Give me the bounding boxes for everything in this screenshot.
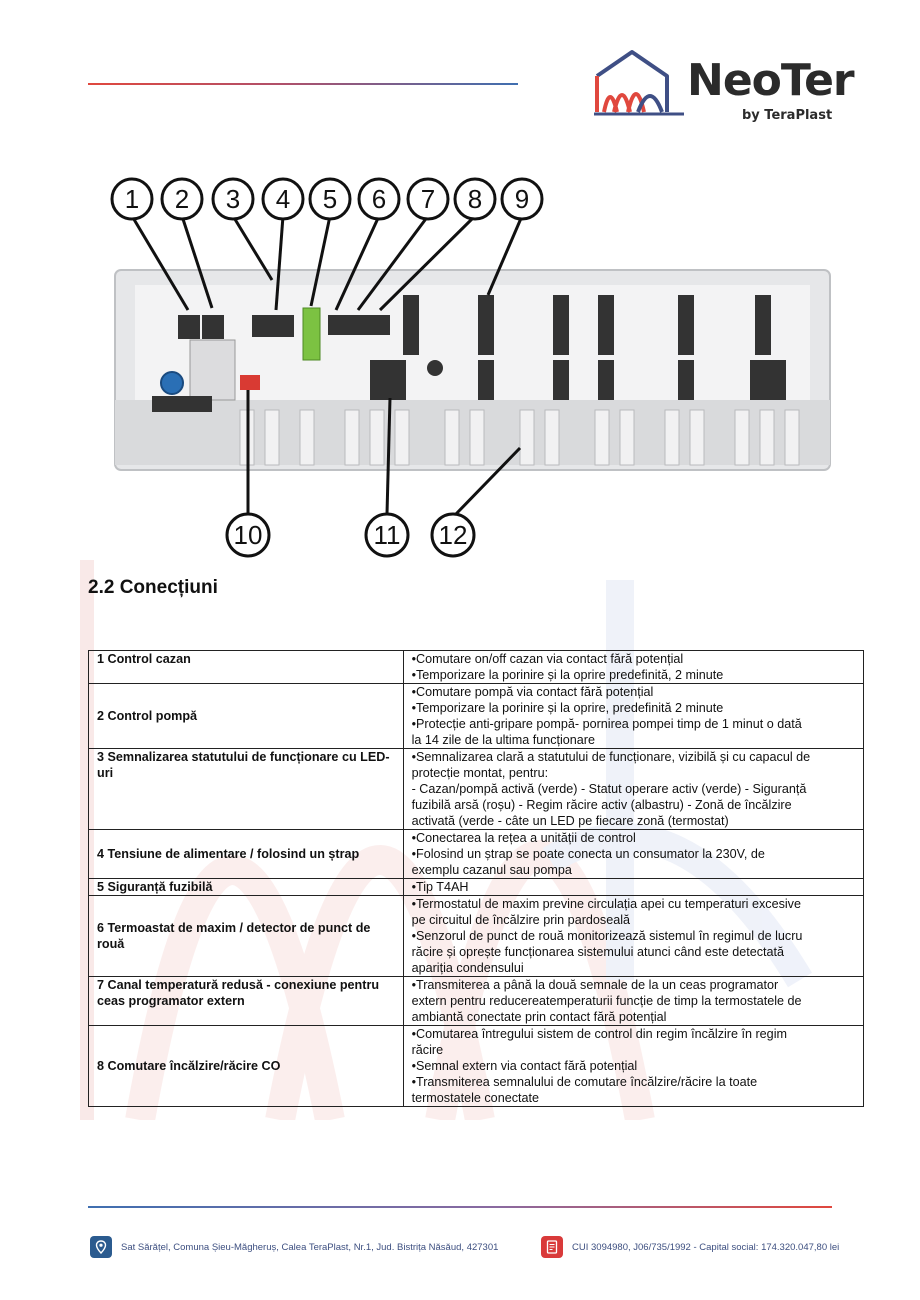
desc-line: •Folosind un ștrap se poate conecta un consumator la 230V, de [411, 847, 765, 861]
table-row [89, 977, 864, 1026]
desc-line: •Transmiterea semnalului de comutare încălzire/răcire la toate [411, 1075, 758, 1089]
document-icon [541, 1236, 563, 1258]
callout-6: 6 [371, 184, 387, 214]
table-row [89, 651, 864, 684]
row-label: 4 Tensiune de alimentare / folosind un ștrap [89, 830, 404, 879]
desc-line: •Termostatul de maxim previne circulația apei cu temperaturi excesive [411, 897, 801, 911]
table-row [89, 896, 864, 977]
row-label: 1 Control cazan [89, 651, 404, 684]
desc-line: •Temporizare la porinire și la oprire predefinită, 2 minute [411, 668, 724, 682]
callout-8: 8 [467, 184, 483, 214]
callout-3: 3 [225, 184, 241, 214]
callout-1: 1 [124, 184, 140, 214]
desc-line: activată (verde - câte un LED pe fiecare zonă (termostat) [411, 814, 729, 828]
table-row [89, 879, 864, 896]
desc-line: ambiantă conectate prin contact fără potențial [411, 1010, 667, 1024]
desc-line: •Protecție anti-gripare pompă- pornirea pompei timp de 1 minut o dată [411, 717, 802, 731]
row-description [403, 879, 863, 896]
row-description [403, 830, 863, 879]
row-description [403, 749, 863, 830]
address-text: Sat Sărățel, Comuna Șieu-Măgheruș, Calea TeraPlast, Nr.1, Jud. Bistrița Năsăud, 427301 [121, 1241, 499, 1253]
desc-line: răcire și oprește funcționarea sistemului atunci când este detectată [411, 945, 785, 959]
desc-line: pe circuitul de încălzire prin pardoseală [411, 913, 631, 927]
desc-line: •Senzorul de punct de rouă monitorizează sistemul în regimul de lucru [411, 929, 803, 943]
company-text: CUI 3094980, J06/735/1992 - Capital social: 174.320.047,80 lei [572, 1241, 840, 1253]
callout-11: 11 [373, 520, 401, 550]
row-label: 5 Siguranță fuzibilă [89, 879, 404, 896]
desc-line: fuzibilă arsă (roșu) - Regim răcire activ (albastru) - Zonă de încălzire [411, 798, 792, 812]
desc-line: •Comutare on/off cazan via contact fără potențial [411, 652, 684, 666]
callout-7: 7 [420, 184, 436, 214]
desc-line: la 14 zile de la ultima funcționare [411, 733, 596, 747]
callout-5: 5 [322, 184, 338, 214]
callout-9: 9 [514, 184, 530, 214]
desc-line: •Comutarea întregului sistem de control din regim încălzire în regim [411, 1027, 787, 1041]
desc-line: termostatele conectate [411, 1091, 540, 1105]
table-row [89, 830, 864, 879]
control-unit-diagram [100, 170, 840, 560]
callout-4: 4 [275, 184, 291, 214]
connections-table [88, 650, 864, 1107]
desc-line: protecție montat, pentru: [411, 766, 549, 780]
desc-line: exemplu cazanul sau pompa [411, 863, 572, 877]
callout-2: 2 [174, 184, 190, 214]
desc-line: - Cazan/pompă activă (verde) - Statut operare activ (verde) - Siguranță [411, 782, 807, 796]
brand-name: NeoTer [687, 55, 854, 106]
neoter-logo [592, 48, 854, 130]
desc-line: apariția condensului [411, 961, 524, 975]
row-label: 6 Termoastat de maxim / detector de punct de rouă [89, 896, 404, 977]
desc-line: răcire [411, 1043, 444, 1057]
desc-line: •Semnal extern via contact fără potențial [411, 1059, 638, 1073]
row-label: 8 Comutare încălzire/răcire CO [89, 1026, 404, 1107]
row-description [403, 896, 863, 977]
row-description [403, 651, 863, 684]
footer-company [541, 1236, 839, 1258]
desc-line: •Comutare pompă via contact fără potențial [411, 685, 654, 699]
desc-line: •Semnalizarea clară a statutului de funcționare, vizibilă și cu capacul de [411, 750, 811, 764]
row-description [403, 1026, 863, 1107]
footer-address [90, 1236, 498, 1258]
table-row [89, 1026, 864, 1107]
desc-line: •Transmiterea a până la două semnale de la un ceas programator [411, 978, 779, 992]
row-description [403, 684, 863, 749]
house-logo-icon [592, 48, 687, 118]
desc-line: •Conectarea la rețea a unității de control [411, 831, 636, 845]
section-title: 2.2 Conecțiuni [88, 577, 218, 598]
location-pin-icon [90, 1236, 112, 1258]
row-label: 7 Canal temperatură redusă - conexiune pentru ceas programator extern [89, 977, 404, 1026]
desc-line: •Tip T4AH [411, 880, 469, 894]
brand-subtitle: by TeraPlast [742, 108, 833, 123]
table-row [89, 684, 864, 749]
row-label: 2 Control pompă [89, 684, 404, 749]
desc-line: •Temporizare la porinire și la oprire, predefinită 2 minute [411, 701, 724, 715]
row-description [403, 977, 863, 1026]
header-divider [88, 83, 518, 85]
callout-12: 12 [438, 520, 468, 550]
callout-10: 10 [233, 520, 263, 550]
footer-divider [88, 1206, 832, 1208]
desc-line: extern pentru reducereatemperaturii funcție de timp la termostatele de [411, 994, 802, 1008]
row-label: 3 Semnalizarea statutului de funcționare cu LED-uri [89, 749, 404, 830]
table-row [89, 749, 864, 830]
